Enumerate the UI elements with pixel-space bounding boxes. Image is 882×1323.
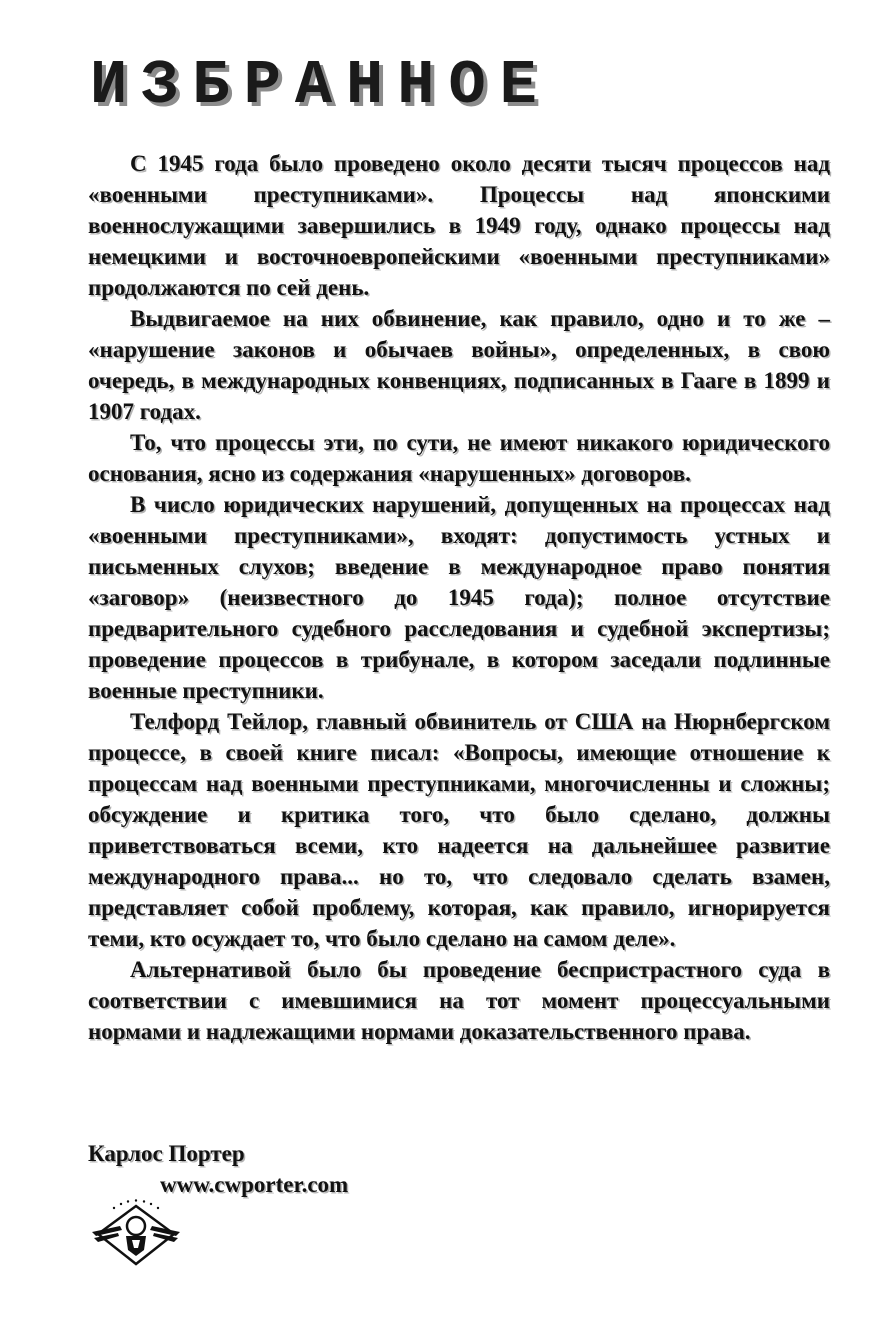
page-title: ИЗБРАННОЕ — [90, 50, 551, 121]
website-link[interactable]: www.cwporter.com — [160, 1172, 349, 1197]
paragraph: В число юридических нарушений, допущенных на процессах над «военными преступниками», входят: допустимость устных и письменных слухов; введение в международное право понятия «заговор» (неизвестного до 1945 года); полное отсутствие предварительного судебного расследования и судебной экспертизы; проведение процессов в трибунале, в котором заседали подлинные военные преступники. — [88, 492, 830, 703]
paragraph: Телфорд Тейлор, главный обвинитель от США на Нюрнбергском процессе, в своей книге писал: «Вопросы, имеющие отношение к процессам над военными преступниками, многочисленны и сложны; обсуждение и критика того, что было сделано, должны приветствоваться всеми, кто надеется на дальнейшее развитие международного права... но то, что следовало сделать взамен, представляет собой проблему, которая, как правило, игнорируется теми, кто осуждает то, что было сделано на самом деле». — [88, 709, 830, 951]
winged-emblem-icon — [88, 1196, 184, 1270]
article-body — [88, 148, 830, 1047]
paragraph: То, что процессы эти, по сути, не имеют никакого юридического основания, ясно из содержания «нарушенных» договоров. — [88, 430, 830, 486]
paragraph: Выдвигаемое на них обвинение, как правило, одно и то же – «нарушение законов и обычаев войны», определенных, в свою очередь, в международных конвенциях, подписанных в Гааге в 1899 и 1907 годах. — [88, 306, 830, 424]
paragraph: С 1945 года было проведено около десяти тысяч процессов над «военными преступниками». Процессы над японскими военнослужащими завершились в 1949 году, однако процессы над немецкими и восточноевропейскими «военными преступниками» продолжаются по сей день. — [88, 151, 830, 300]
author-name: Карлос Портер — [88, 1141, 245, 1166]
paragraph: Альтернативой было бы проведение беспристрастного суда в соответствии с имевшимися на тот момент процессуальными нормами и надлежащими нормами доказательственного права. — [88, 957, 830, 1044]
